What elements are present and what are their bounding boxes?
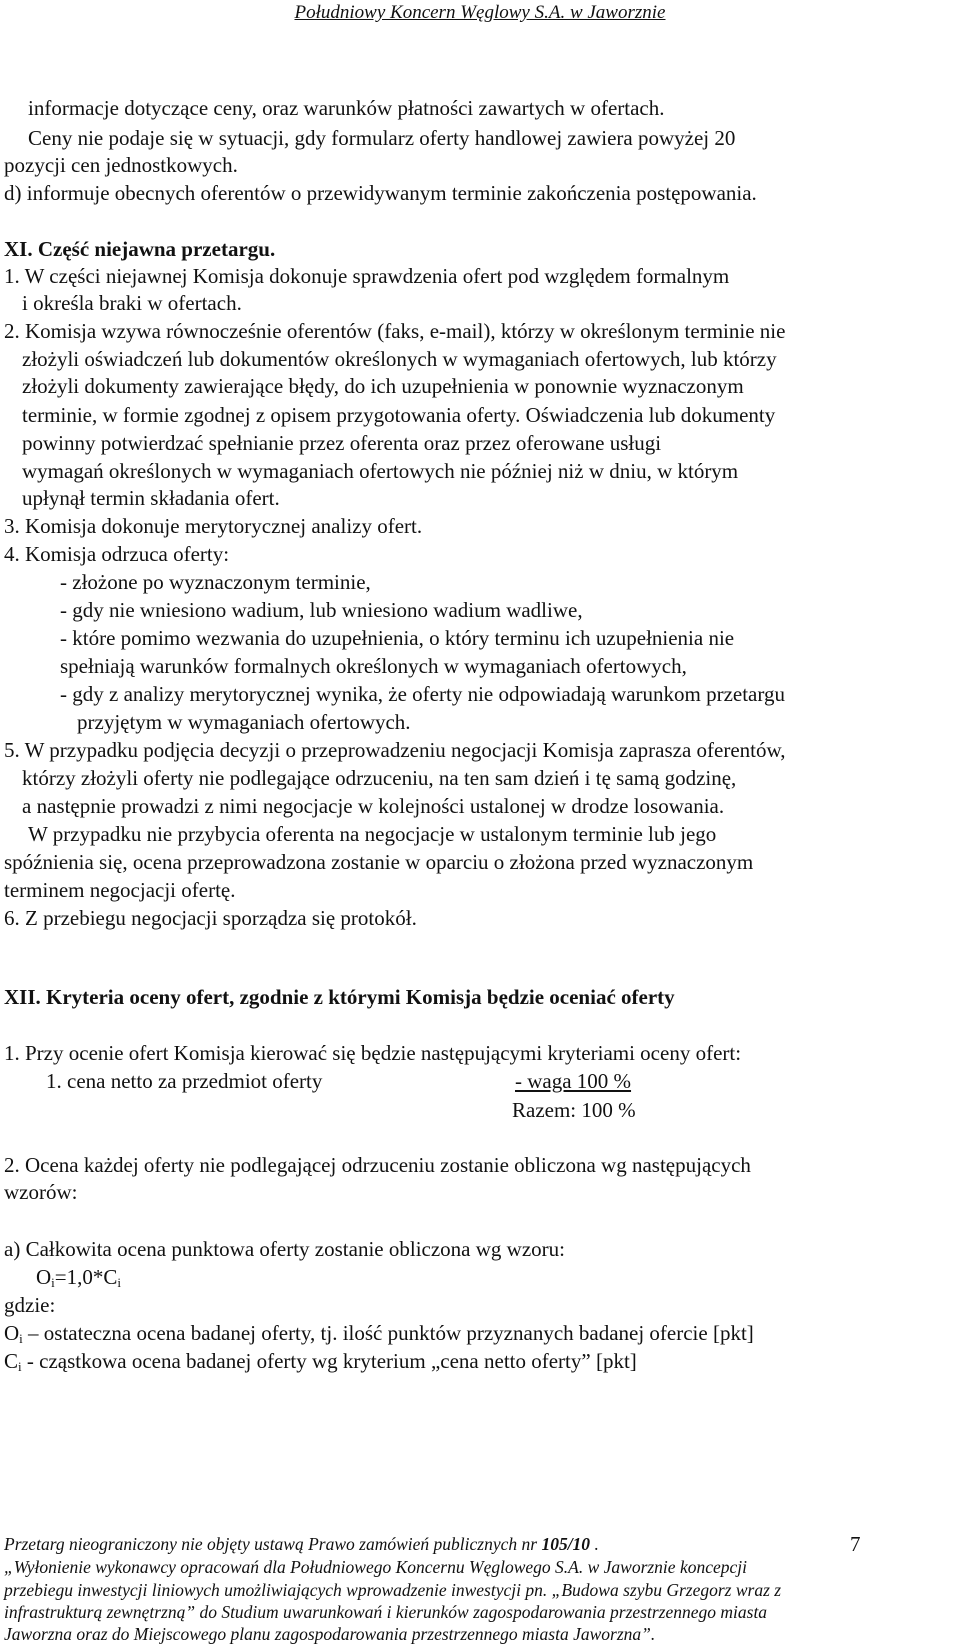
text-line: powinny potwierdzać spełnianie przez oferenta oraz przez oferowane usługi — [22, 431, 662, 455]
text-line: 6. Z przebiegu negocjacji sporządza się protokół. — [4, 906, 417, 930]
text-line: 1. W części niejawnej Komisja dokonuje sprawdzenia ofert pod względem formalnym — [4, 264, 730, 288]
definition-text: - cząstkowa ocena badanej oferty wg kryterium „cena netto oferty” [pkt] — [26, 1349, 637, 1373]
page-number: 7 — [850, 1532, 861, 1556]
list-item: - złożone po wyznaczonym terminie, — [60, 570, 371, 594]
text-line: spóźnienia się, ocena przeprowadzona zostanie w oparciu o złożona przed wyznaczonym — [4, 850, 754, 874]
text-line: a następnie prowadzi z nimi negocjacje w kolejności ustalonej w drodze losowania. — [22, 794, 725, 818]
list-item: spełniają warunków formalnych określonych w wymaganiach ofertowych, — [60, 654, 687, 678]
definition-oi — [4, 1321, 754, 1345]
list-item: - które pomimo wezwania do uzupełnienia, o który terminu ich uzupełnienia nie — [60, 626, 735, 650]
footer-line: infrastrukturą zewnętrzną” do Studium uwarunkowań i kierunków zagospodarowania przestrzennego miasta — [4, 1602, 768, 1622]
text-line: W przypadku nie przybycia oferenta na negocjacje w ustalonym terminie lub jego — [28, 822, 717, 846]
text-line: wzorów: — [4, 1180, 78, 1204]
list-item: - gdy nie wniesiono wadium, lub wniesiono wadium wadliwe, — [60, 598, 583, 622]
text-line: upłynął termin składania ofert. — [22, 486, 280, 510]
footer-text: . — [590, 1534, 599, 1554]
tender-number: 105/10 — [541, 1534, 591, 1554]
definition-ci — [4, 1349, 637, 1373]
text-line: 2. Ocena każdej oferty nie podlegającej odrzuceniu zostanie obliczona wg następujących — [4, 1153, 751, 1177]
footer-line — [4, 1534, 599, 1554]
formula-o: O — [36, 1265, 52, 1289]
text-line: Ceny nie podaje się w sytuacji, gdy formularz oferty handlowej zawiera powyżej 20 — [28, 126, 736, 150]
text-line: informacje dotyczące ceny, oraz warunków płatności zawartych w ofertach. — [28, 96, 665, 120]
symbol-sub: i — [19, 1331, 23, 1346]
symbol-c: C — [4, 1349, 19, 1373]
list-item: - gdy z analizy merytorycznej wynika, że oferty nie odpowiadają warunkom przetargu — [60, 682, 785, 706]
footer-line: Jaworzna oraz do Miejscowego planu zagospodarowania przestrzennego miasta Jaworzna”. — [4, 1624, 656, 1644]
text-line: i określa braki w ofertach. — [22, 291, 242, 315]
list-item: przyjętym w wymaganiach ofertowych. — [77, 710, 411, 734]
text-line: złożyli dokumenty zawierające błędy, do ich uzupełnienia w ponownie wyznaczonym — [22, 374, 744, 398]
symbol-sub: i — [18, 1359, 22, 1374]
text-line: gdzie: — [4, 1293, 56, 1317]
text-line: złożyli oświadczeń lub dokumentów określonych w wymaganiach ofertowych, lub którzy — [22, 347, 777, 371]
section-heading-xi: XI. Część niejawna przetargu. — [4, 237, 276, 261]
text-line: pozycji cen jednostkowych. — [4, 153, 238, 177]
formula-sub: i — [117, 1275, 122, 1290]
criterion-label: 1. cena netto za przedmiot oferty — [46, 1069, 323, 1093]
page-header: Południowy Koncern Węglowy S.A. w Jaworznie — [294, 2, 666, 23]
formula-sub: i — [51, 1275, 55, 1290]
text-line: 5. W przypadku podjęcia decyzji o przeprowadzeniu negocjacji Komisja zaprasza oferentów, — [4, 738, 786, 762]
text-line: 3. Komisja dokonuje merytorycznej analizy ofert. — [4, 514, 423, 538]
text-line: d) informuje obecnych oferentów o przewidywanym terminie zakończenia postępowania. — [4, 181, 757, 205]
text-line: wymagań określonych w wymaganiach ofertowych nie później niż w dniu, w którym — [22, 459, 739, 483]
definition-text: – ostateczna ocena badanej oferty, tj. ilość punktów przyznanych badanej ofercie [pkt] — [28, 1321, 754, 1345]
section-heading-xii: XII. Kryteria oceny ofert, zgodnie z którymi Komisja będzie oceniać oferty — [4, 985, 675, 1009]
formula-mid: =1,0*C — [54, 1265, 118, 1289]
text-line: terminem negocjacji ofertę. — [4, 878, 236, 902]
formula — [36, 1265, 121, 1289]
criterion-total: Razem: 100 % — [512, 1098, 636, 1122]
text-line: terminie, w formie zgodnej z opisem przygotowania oferty. Oświadczenia lub dokumenty — [22, 403, 776, 427]
footer-text: Przetarg nieograniczony nie objęty ustawą Prawo zamówień publicznych nr — [4, 1534, 542, 1554]
text-line: a) Całkowita ocena punktowa oferty zostanie obliczona wg wzoru: — [4, 1237, 565, 1261]
text-line: 4. Komisja odrzuca oferty: — [4, 542, 230, 566]
footer-line: przebiegu inwestycji liniowych umożliwiających wprowadzenie inwestycji pn. „Budowa szybu Grzegorz wraz z — [4, 1580, 782, 1600]
text-line: 1. Przy ocenie ofert Komisja kierować się będzie następującymi kryteriami oceny ofert: — [4, 1041, 742, 1065]
text-line: 2. Komisja wzywa równocześnie oferentów (faks, e-mail), którzy w określonym terminie nie — [4, 319, 786, 343]
criterion-weight: - waga 100 % — [515, 1069, 632, 1093]
footer-line: „Wyłonienie wykonawcy opracowań dla Południowego Koncernu Węglowego S.A. w Jaworznie koncepcji — [4, 1557, 747, 1577]
symbol-o: O — [4, 1321, 20, 1345]
text-line: którzy złożyli oferty nie podlegające odrzuceniu, na ten sam dzień i tę samą godzinę, — [22, 766, 737, 790]
